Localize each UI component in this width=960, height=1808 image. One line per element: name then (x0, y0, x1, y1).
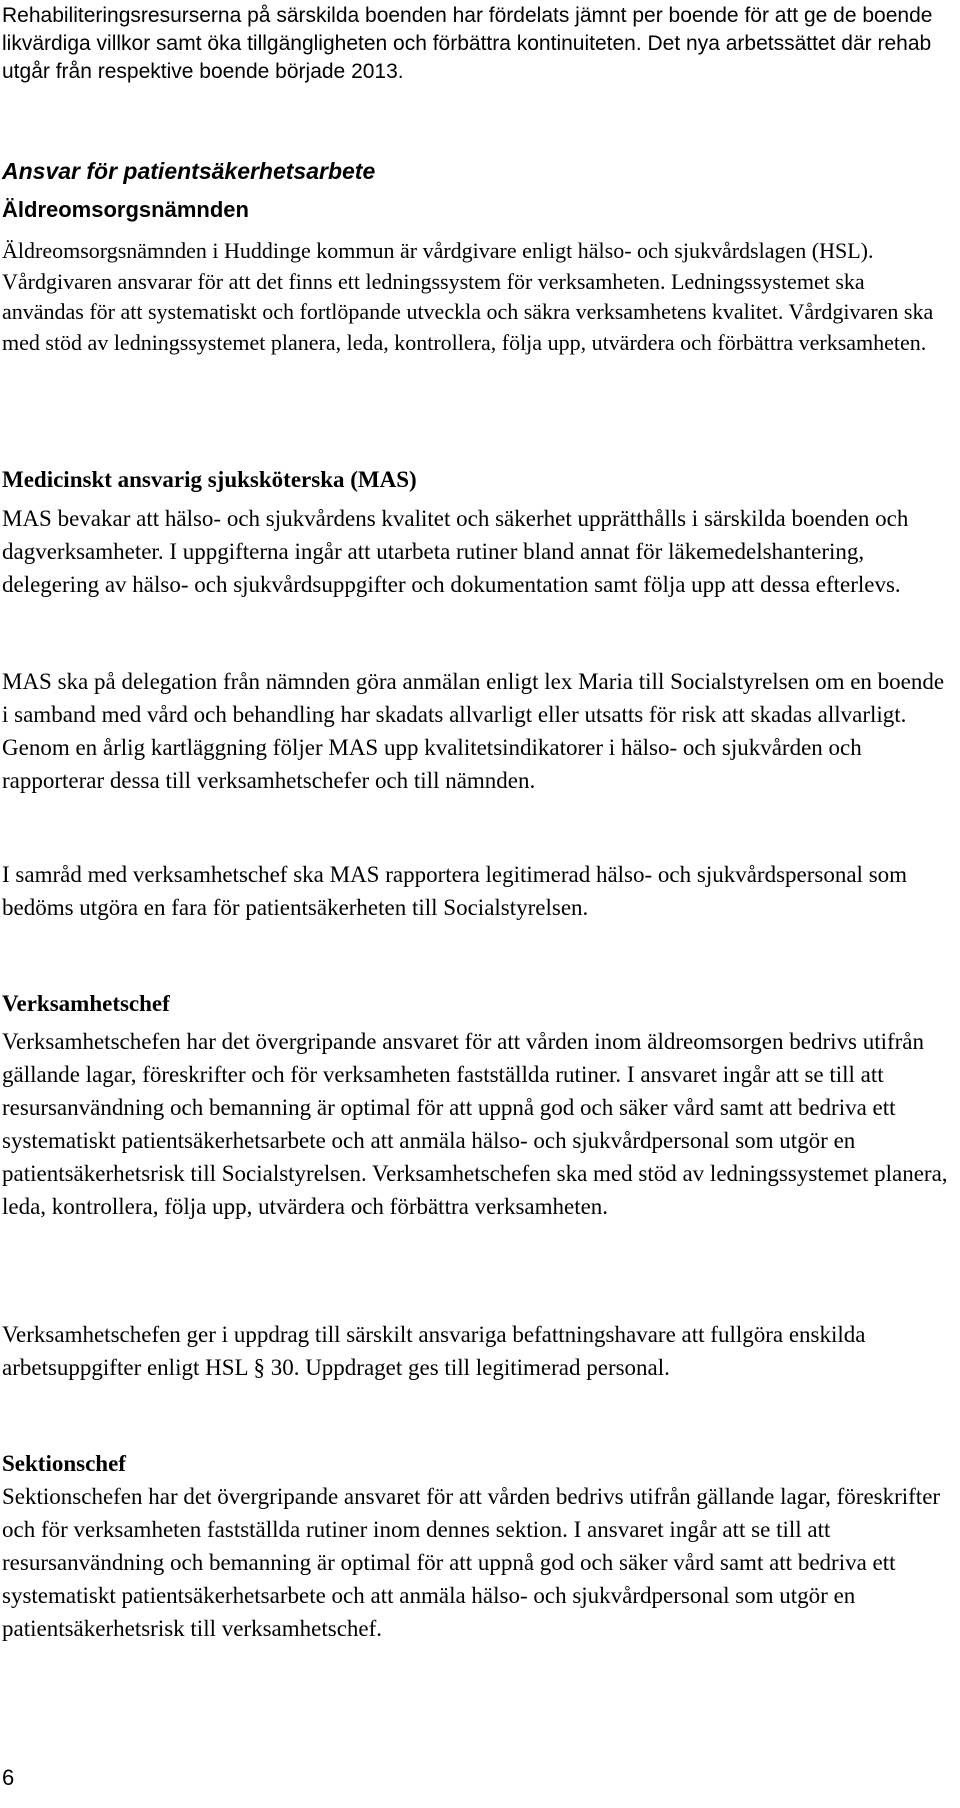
mas-paragraph-3: I samråd med verksamhetschef ska MAS rapportera legitimerad hälso- och sjukvårdspersonal som bedöms utgöra en fara för patientsäkerheten till Socialstyrelsen. (2, 862, 908, 920)
verksamhetschef-paragraph-2: Verksamhetschefen ger i uppdrag till särskilt ansvariga befattningshavare att fullgöra enskilda arbetsuppgifter enligt HSL § 30. Uppdraget ges till legitimerad personal. (2, 1322, 866, 1380)
section-heading-sektionschef: Sektionschef (2, 1451, 126, 1476)
sektionschef-paragraph: Sektionschefen har det övergripande ansvaret för att vården bedrivs utifrån gällande lagar, föreskrifter och för verksamheten fastställda rutiner inom dennes sektion. I ansvaret ingår att se till att resursanvändning och bemanning är optimal för att uppnå god och säker vård samt att bedriva ett systematiskt patientsäkerhetsarbete och att anmäla hälso- och sjukvårdpersonal som utgör en patientsäkerhetsrisk till verksamhetschef. (2, 1484, 941, 1641)
section-heading-verksamhetschef: Verksamhetschef (2, 991, 170, 1016)
committee-paragraph: Äldreomsorgsnämnden i Huddinge kommun är vårdgivare enligt hälso- och sjukvårdslagen (HSL). Vårdgivaren ansvarar för att det finns ett ledningssystem för verksamheten. Ledningssystemet ska användas för att systematiskt och fortlöpande utveckla och säkra verksamhetens kvalitet. Vårdgivaren ska med stöd av ledningssystemet planera, leda, kontrollera, följa upp, utvärdera och förbättra verksamheten. (2, 238, 934, 355)
intro-paragraph: Rehabiliteringsresurserna på särskilda boenden har fördelats jämnt per boende för att ge de boende likvärdiga villkor samt öka tillgängligheten och förbättra kontinuiteten. Det nya arbetssättet där rehab utgår från respektive boende började 2013. (2, 4, 933, 83)
section-heading-mas: Medicinskt ansvarig sjuksköterska (MAS) (2, 467, 417, 492)
verksamhetschef-paragraph-1: Verksamhetschefen har det övergripande ansvaret för att vården inom äldreomsorgen bedrivs utifrån gällande lagar, föreskrifter och för verksamheten fastställda rutiner. I ansvaret ingår att se till att resursanvändning och bemanning är optimal för att uppnå god och säker vård samt att bedriva ett systematiskt patientsäkerhetsarbete och att anmäla hälso- och sjukvårdpersonal som utgör en patientsäkerhetsrisk till Socialstyrelsen. Verksamhetschefen ska med stöd av ledningssystemet planera, leda, kontrollera, följa upp, utvärdera och förbättra verksamheten. (2, 1029, 948, 1219)
subheading-committee: Äldreomsorgsnämnden (2, 197, 249, 222)
page-number: 6 (2, 1765, 15, 1790)
section-heading-patient-safety: Ansvar för patientsäkerhetsarbete (2, 158, 376, 184)
mas-paragraph-1: MAS bevakar att hälso- och sjukvårdens kvalitet och säkerhet upprätthålls i särskilda boenden och dagverksamheter. I uppgifterna ingår att utarbeta rutiner bland annat för läkemedelshantering, delegering av hälso- och sjukvårdsuppgifter och dokumentation samt följa upp att dessa efterlevs. (2, 506, 909, 597)
mas-paragraph-2: MAS ska på delegation från nämnden göra anmälan enligt lex Maria till Socialstyrelsen om en boende i samband med vård och behandling har skadats allvarligt eller utsatts för risk att skadas allvarligt. Genom en årlig kartläggning följer MAS upp kvalitetsindikatorer i hälso- och sjukvården och rapporterar dessa till verksamhetschefer och till nämnden. (2, 669, 945, 793)
